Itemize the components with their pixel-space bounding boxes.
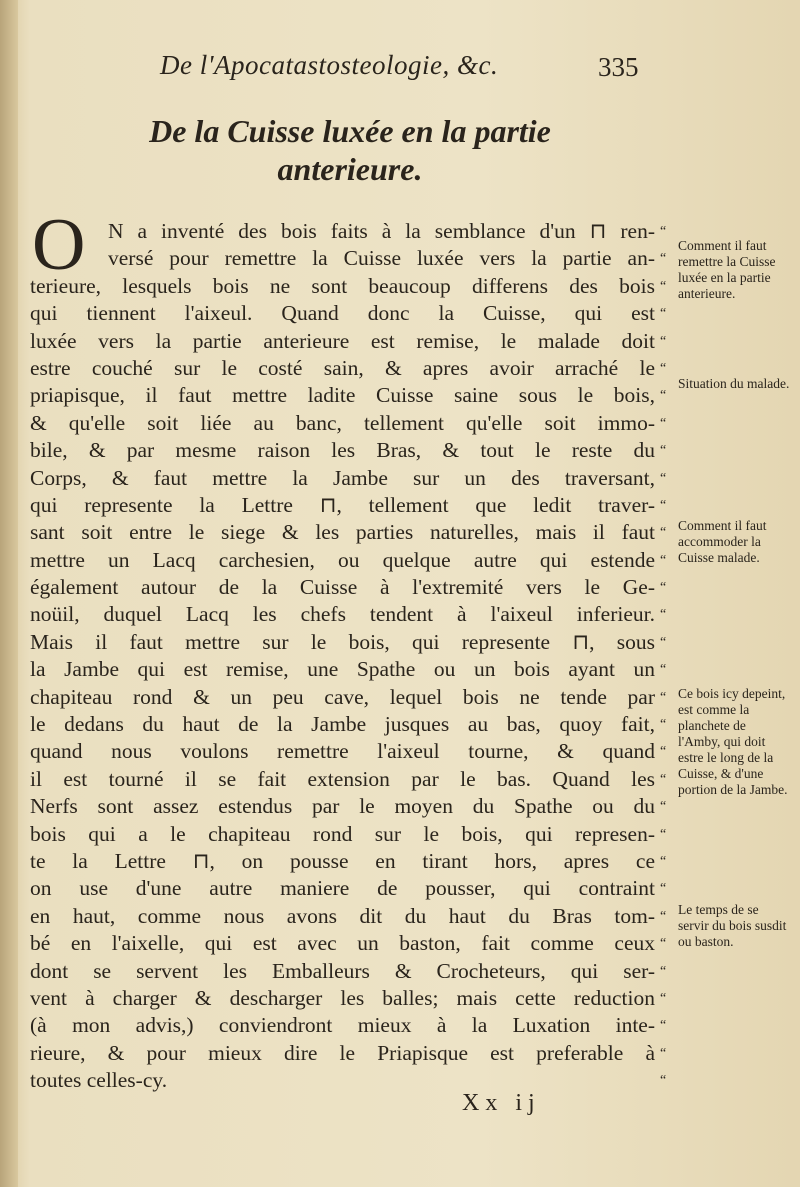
margin-note: Situation du malade. [678,376,790,391]
text-line: dont se servent les Emballeurs & Crocheteurs, qui ser- [30,958,655,983]
quote-mark: “ [660,607,667,623]
text-line: sant soit entre le siege & les parties naturelles, mais il faut [30,520,655,545]
quote-mark: “ [660,717,667,733]
quote-mark: “ [660,1073,667,1089]
margin-note: Comment il faut accommoder la Cuisse malade. [678,518,767,565]
text-line: bile, & par mesme raison les Bras, & tout le reste du [30,438,655,463]
text-line: bé en l'aixelle, qui est avec un baston, fait comme ceux [30,931,655,956]
text-line: quand nous voulons remettre l'aixeul tourne, & quand [30,739,655,764]
quote-mark: “ [660,497,667,513]
body-text [30,218,655,1095]
text-line: estre couché sur le costé sain, & apres avoir arraché le [30,355,655,380]
quote-mark: “ [660,333,667,349]
quote-mark: “ [660,853,667,869]
quote-mark: “ [660,1045,667,1061]
text-line: versé pour remettre la Cuisse luxée vers la partie an- [108,246,655,271]
text-line: vent à charger & descharger les balles; mais cette reduction [30,985,655,1010]
page-number: 335 [598,52,639,82]
text-line: mettre un Lacq carchesien, ou quelque autre qui estende [30,547,655,572]
quote-mark: “ [660,963,667,979]
text-line: également autour de la Cuisse à l'extremité vers le Ge- [30,575,655,600]
quote-mark: “ [660,771,667,787]
text-line: luxée vers la partie anterieure est remise, le malade doit [30,328,655,353]
chapter-title-line-2: anterieure. [277,151,423,187]
quote-mark: “ [660,224,667,239]
text-line: & qu'elle soit liée au banc, tellement qu'elle soit immo- [30,410,655,435]
margin-note: Le temps de se servir du bois susdit ou baston. [678,902,787,949]
text-line: N a inventé des bois faits à la semblance d'un ⊓ ren- [108,219,655,243]
quote-mark: “ [660,525,667,541]
quote-mark: “ [660,360,667,376]
chapter-title-line-1: De la Cuisse luxée en la partie [149,113,551,149]
quote-mark: “ [660,990,667,1006]
quote-mark: “ [660,744,667,760]
page-spine-shadow [0,0,18,1187]
quote-mark: “ [660,415,667,431]
running-title: De l'Apocatastosteologie, &c. [160,50,499,80]
quote-mark: “ [660,443,667,459]
quote-mark: “ [660,1018,667,1034]
text-line: terieure, lesquels bois ne sont beaucoup differens des bois [30,273,655,298]
text-line: le dedans du haut de la Jambe jusques au bas, quoy fait, [30,712,655,737]
quote-mark: “ [660,470,667,486]
text-line: en haut, comme nous avons dit du haut du Bras tom- [30,903,655,928]
text-line: il est tourné il se fait extension par le bas. Quand les [30,766,655,791]
quote-mark: “ [660,388,667,404]
quote-mark: “ [660,799,667,815]
chapter-title [110,112,590,188]
quote-mark: “ [660,908,667,924]
signature-mark: Xx ij [462,1090,541,1116]
text-line: toutes celles-cy. [30,1068,168,1093]
text-line: qui tiennent l'aixeul. Quand donc la Cuisse, qui est [30,301,655,326]
quote-mark-column [660,218,684,1095]
text-line: priapisque, il faut mettre ladite Cuisse saine sous le bois, [30,383,655,408]
quote-mark: “ [660,251,667,267]
quote-mark: “ [660,936,667,952]
text-line: qui represente la Lettre ⊓, tellement que ledit traver- [30,492,655,517]
quote-mark: “ [660,552,667,568]
quote-mark: “ [660,689,667,705]
text-line: on use d'une autre maniere de pousser, qui contraint [30,876,655,901]
quote-mark: “ [660,306,667,322]
quote-mark: “ [660,662,667,678]
text-line: Nerfs sont assez estendus par le moyen du Spathe ou du [30,794,655,819]
quote-mark: “ [660,278,667,294]
text-line: chapiteau rond & un peu cave, lequel bois ne tende par [30,684,655,709]
text-line: te la Lettre ⊓, on pousse en tirant hors, apres ce [30,848,655,873]
quote-mark: “ [660,580,667,596]
text-line: (à mon advis,) conviendront mieux à la Luxation inte- [30,1013,655,1038]
drop-cap: O [32,204,86,286]
text-line: Mais il faut mettre sur le bois, qui represente ⊓, sous [30,629,655,654]
text-line: bois qui a le chapiteau rond sur le bois, qui represen- [30,821,655,846]
text-line: noüil, duquel Lacq les chefs tendent à l'aixeul inferieur. [30,602,655,627]
margin-note: Comment il faut remettre la Cuisse luxée en la partie anterieure. [678,238,776,301]
text-line: la Jambe qui est remise, une Spathe ou un bois ayant un [30,657,655,682]
margin-note: Ce bois icy depeint, est comme la planchete de l'Amby, qui doit estre le long de la Cuisse, & d'une portion de la Jambe. [678,686,788,797]
quote-mark: “ [660,881,667,897]
text-line: Corps, & faut mettre la Jambe sur un des traversant, [30,465,655,490]
quote-mark: “ [660,826,667,842]
text-line: rieure, & pour mieux dire le Priapisque est preferable à [30,1040,655,1065]
quote-mark: “ [660,634,667,650]
